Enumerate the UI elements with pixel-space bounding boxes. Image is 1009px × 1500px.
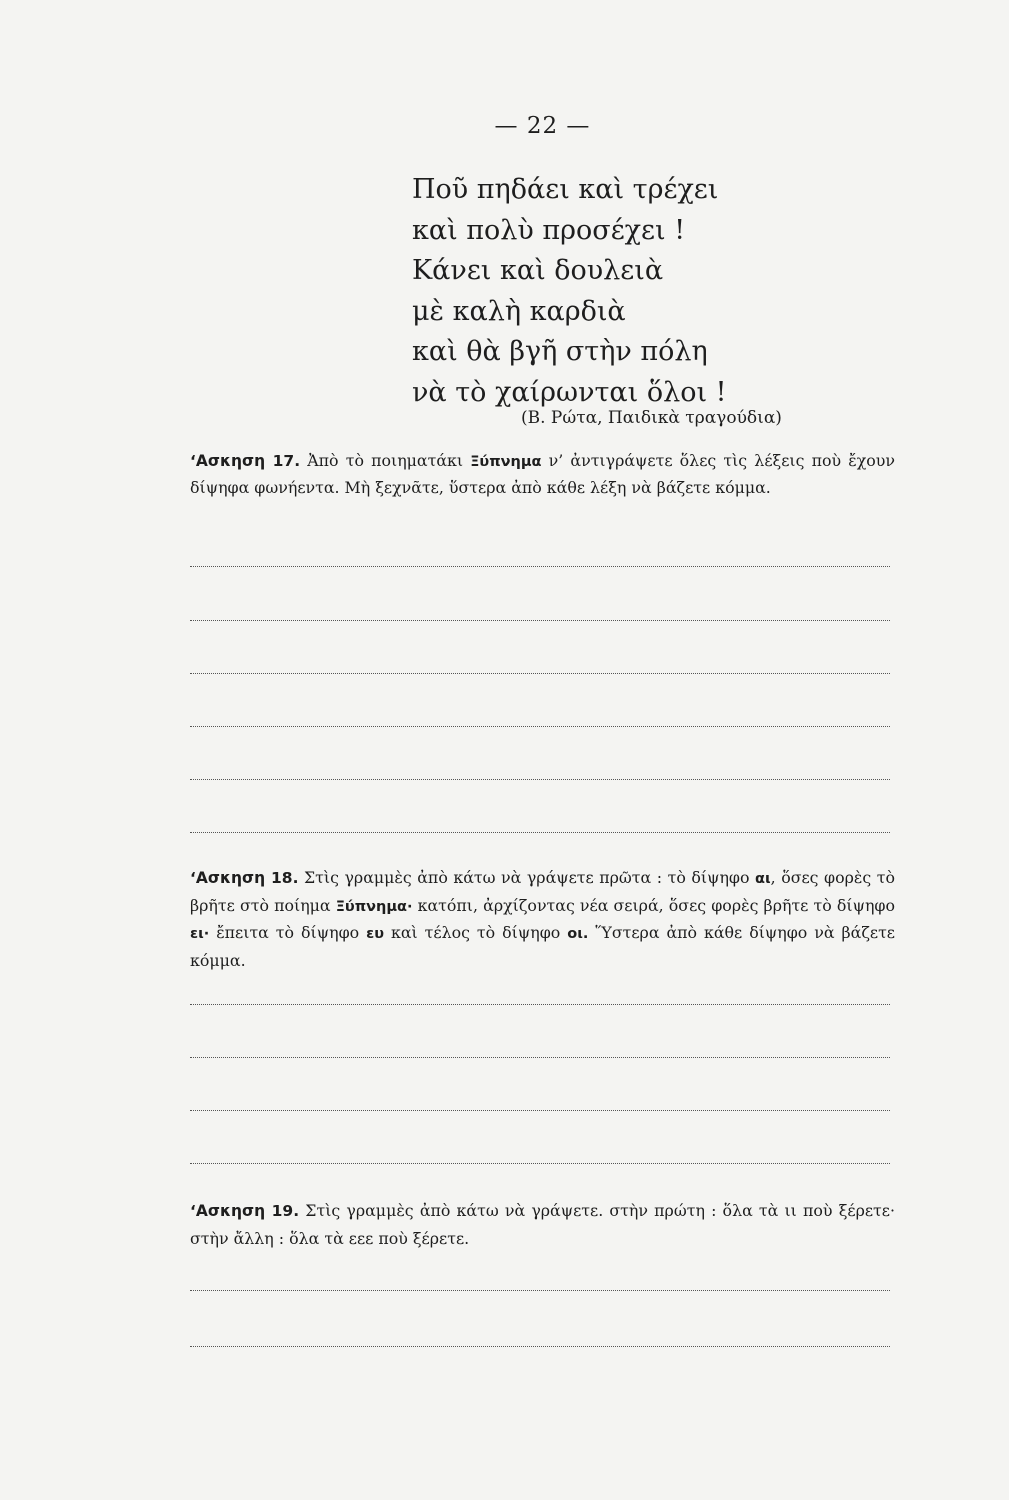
exercise-17-heading: ‘ Ασκηση 17.	[190, 452, 300, 470]
poem-line: Κάνει καὶ δουλειὰ	[412, 255, 664, 286]
exercise-18-text: Στὶς γραμμὲς ἀπὸ κάτω νὰ γράψετε πρῶτα : τὸ δίψηφο	[298, 868, 756, 887]
exercise-18-text: κατόπι, ἀρχίζοντας νέα σειρά, ὅσες φορὲς βρῆτε τὸ δίψηφο	[412, 895, 896, 915]
exercise-19	[190, 1197, 895, 1252]
answer-line[interactable]	[190, 1346, 890, 1347]
answer-line[interactable]	[190, 1110, 890, 1111]
poem-line: καὶ θὰ βγῆ στὴν πόλη	[412, 336, 708, 367]
poem-attribution: (Β. Ρώτα, Παιδικὰ τραγούδια)	[521, 408, 782, 428]
answer-line[interactable]	[190, 620, 890, 621]
answer-line[interactable]	[190, 673, 890, 674]
exercise-18-text: , ὅσες φορὲς τὸ βρῆτε στὸ ποίημα	[190, 868, 896, 915]
poem-line: καὶ πολὺ προσέχει !	[412, 214, 686, 246]
answer-line[interactable]	[190, 832, 890, 833]
exercise-18-text: καὶ τέλος τὸ δίψηφο	[384, 923, 568, 942]
poem-line: Ποῦ πηδάει καὶ τρέχει	[412, 174, 719, 205]
exercise-18-text: Ὕστερα ἀπὸ κάθε δίψηφο νὰ βάζετε κόμμα.	[190, 923, 895, 970]
exercise-19-text: Στὶς γραμμὲς ἀπὸ κάτω νὰ γράψετε. στὴν πρώτη : ὅλα τὰ ιι ποὺ ξέρετε· στὴν ἄλλη : ὅλα τὰ εεε ποὺ ξέρετε.	[190, 1201, 896, 1248]
digraph-ai: αι	[755, 871, 771, 887]
answer-line[interactable]	[190, 726, 890, 727]
poem-line: μὲ καλὴ καρδιὰ	[412, 295, 626, 327]
exercise-17-text: Ἀπὸ τὸ ποιηματάκι	[300, 451, 471, 470]
answer-line[interactable]	[190, 1004, 890, 1005]
poem-title-keyword: Ξύπνημα	[470, 454, 542, 470]
exercise-18	[190, 865, 895, 974]
answer-line[interactable]	[190, 1057, 890, 1058]
answer-line[interactable]	[190, 1163, 890, 1164]
exercise-17-text: ν’ ἀντιγράψετε ὅλες τὶς λέξεις ποὺ ἔχουν δίψηφα φωνήεντα. Μὴ ξεχνᾶτε, ὕστερα ἀπὸ κάθε λέξη νὰ βάζετε κόμμα.	[190, 451, 895, 497]
exercise-17	[190, 448, 895, 500]
exercise-18-heading: ‘ Ασκηση 18.	[190, 869, 298, 887]
poem-title-keyword: Ξύπνημα·	[335, 898, 413, 915]
answer-line[interactable]	[190, 779, 890, 780]
answer-line[interactable]	[190, 566, 890, 567]
poem	[412, 170, 726, 413]
page-number: — 22 —	[494, 113, 591, 139]
exercise-19-heading: ‘ Ασκηση 19.	[190, 1202, 299, 1220]
poem-line: νὰ τὸ χαίρωνται ὅλοι !	[412, 376, 727, 408]
digraph-ei: ει·	[190, 926, 210, 942]
exercise-18-text: ἔπειτα τὸ δίψηφο	[209, 923, 367, 942]
digraph-eu: ευ	[366, 926, 384, 942]
digraph-oi: οι.	[567, 926, 589, 942]
answer-line[interactable]	[190, 1290, 890, 1291]
